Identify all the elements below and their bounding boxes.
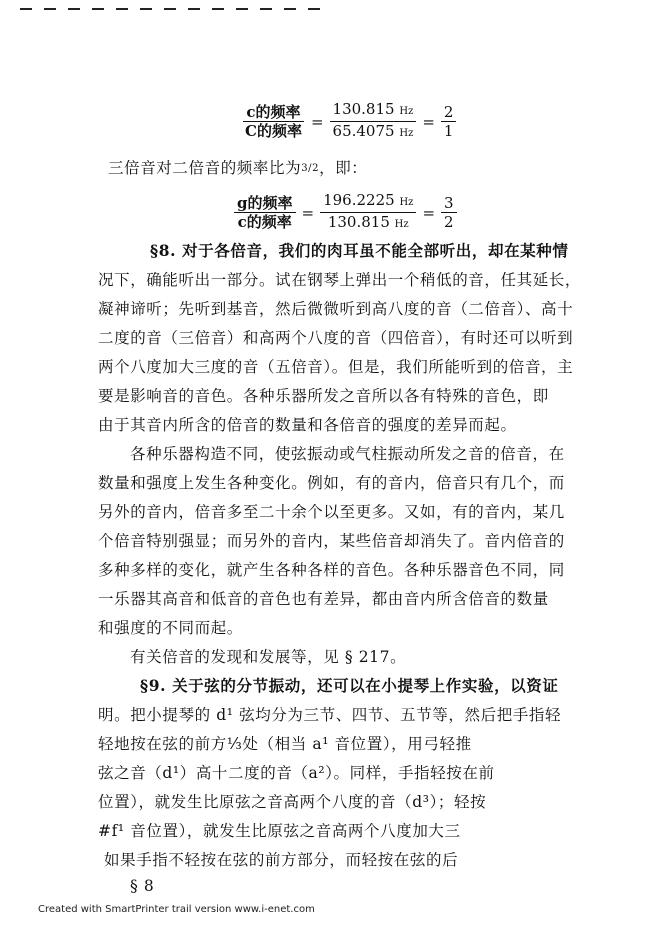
eq1-left-numerator: c的频率 xyxy=(243,104,303,122)
paragraph-line: 和强度的不同而起。 xyxy=(98,619,243,637)
paragraph-line: §9. 关于弦的分节振动，还可以在小提琴上作实验，以资证 xyxy=(140,676,559,695)
eq2-left-denominator: c的频率 xyxy=(237,213,292,231)
top-dashed-rule xyxy=(20,8,320,10)
ratio-intro-fraction: 3/2 xyxy=(301,163,320,174)
eq2-left-fraction xyxy=(234,195,296,230)
paragraph-line: 个倍音特别强显；而另外的音内，某些倍音却消失了。音内倍音的 xyxy=(98,532,565,550)
ratio-intro-text: 三倍音对二倍音的频率比为 xyxy=(108,159,302,177)
eq2-mid-fraction xyxy=(320,192,416,233)
equation-1 xyxy=(240,101,458,142)
ratio-intro-tail: ，即： xyxy=(319,159,368,177)
paragraph-line: §8. 对于各倍音，我们的肉耳虽不能全部听出，却在某种情 xyxy=(150,241,569,260)
paragraph-line: 如果手指不轻按在弦的前方部分，而轻按在弦的后 xyxy=(104,851,459,869)
unit-label: Hz xyxy=(399,128,414,139)
paragraph-line: 一乐器其高音和低音的音色也有差异，都由音内所含倍音的数量 xyxy=(98,590,549,608)
eq1-left-denominator: C的频率 xyxy=(245,122,302,140)
paragraph-line: 多种多样的变化，就产生各种各样的音色。各种乐器音色不同，同 xyxy=(98,561,565,579)
eq1-left-fraction xyxy=(242,104,305,139)
paragraph-line: 要是影响音的音色。各种乐器所发之音所以各有特殊的音色，即 xyxy=(98,387,549,405)
eq2-left-numerator: g的频率 xyxy=(234,195,296,213)
eq2-right-denominator: 2 xyxy=(444,213,454,231)
paragraph-line: 由于其音内所含的倍音的数量和各倍音的强度的差异而起。 xyxy=(98,416,517,434)
equals-sign: = xyxy=(301,203,315,222)
eq1-right-denominator: 1 xyxy=(443,122,454,140)
paragraph-line: 况下，确能听出一部分。试在钢琴上弹出一个稍低的音，任其延长， xyxy=(98,271,582,289)
unit-label: Hz xyxy=(399,106,414,117)
footer-watermark: Created with SmartPrinter trail version www.i-enet.com xyxy=(38,904,315,915)
eq2-mid-numerator: 196.2225 xyxy=(323,191,395,209)
equals-sign: = xyxy=(422,112,435,131)
paragraph-line: 轻地按在弦的前方⅓处（相当 a¹ 音位置），用弓轻推 xyxy=(98,735,472,753)
paragraph-line: 数量和强度上发生各种变化。例如，有的音内，倍音只有几个，而 xyxy=(98,474,565,492)
eq2-right-numerator: 3 xyxy=(441,195,457,213)
paragraph-line: 另外的音内，倍音多至二十余个以至更多。又如，有的音内，某几 xyxy=(98,503,565,521)
paragraph-line: 各种乐器构造不同，使弦振动或气柱振动所发之音的倍音，在 xyxy=(130,445,565,463)
paragraph-line: 有关倍音的发现和发展等，见 § 217。 xyxy=(130,648,407,666)
paragraph-line: 凝神谛听；先听到基音，然后微微听到高八度的音（二倍音）、高十 xyxy=(98,300,574,318)
paragraph-line: 明。把小提琴的 d¹ 弦均分为三节、四节、五节等，然后把手指轻 xyxy=(98,706,562,724)
unit-label: Hz xyxy=(394,219,409,230)
paragraph-line: 位置），就发生比原弦之音高两个八度的音（d³）；轻按 xyxy=(98,793,487,811)
equals-sign: = xyxy=(422,203,436,222)
paragraph-line: 二度的音（三倍音）和高两个八度的音（四倍音），有时还可以听到 xyxy=(98,329,574,347)
eq1-mid-denominator: 65.4075 xyxy=(332,122,395,140)
paragraph-line: 两个八度加大三度的音（五倍音）。但是，我们所能听到的倍音，主 xyxy=(98,358,574,376)
eq1-right-fraction xyxy=(441,104,457,139)
equals-sign: = xyxy=(310,112,324,131)
ratio-intro-line xyxy=(108,156,618,178)
eq1-mid-numerator: 130.815 xyxy=(332,100,395,118)
paragraph-line: #f¹ 音位置），就发生比原弦之音高两个八度加大三 xyxy=(98,822,461,840)
paragraph-line: 弦之音（d¹）高十二度的音（a²）。同样，手指轻按在前 xyxy=(98,764,495,782)
eq1-right-numerator: 2 xyxy=(441,104,457,122)
page-marker: § 8 xyxy=(130,877,155,895)
eq2-right-fraction xyxy=(441,195,457,230)
eq2-mid-denominator: 130.815 xyxy=(327,213,390,231)
unit-label: Hz xyxy=(399,197,414,208)
eq1-mid-fraction xyxy=(330,101,417,142)
equation-2 xyxy=(232,192,459,233)
